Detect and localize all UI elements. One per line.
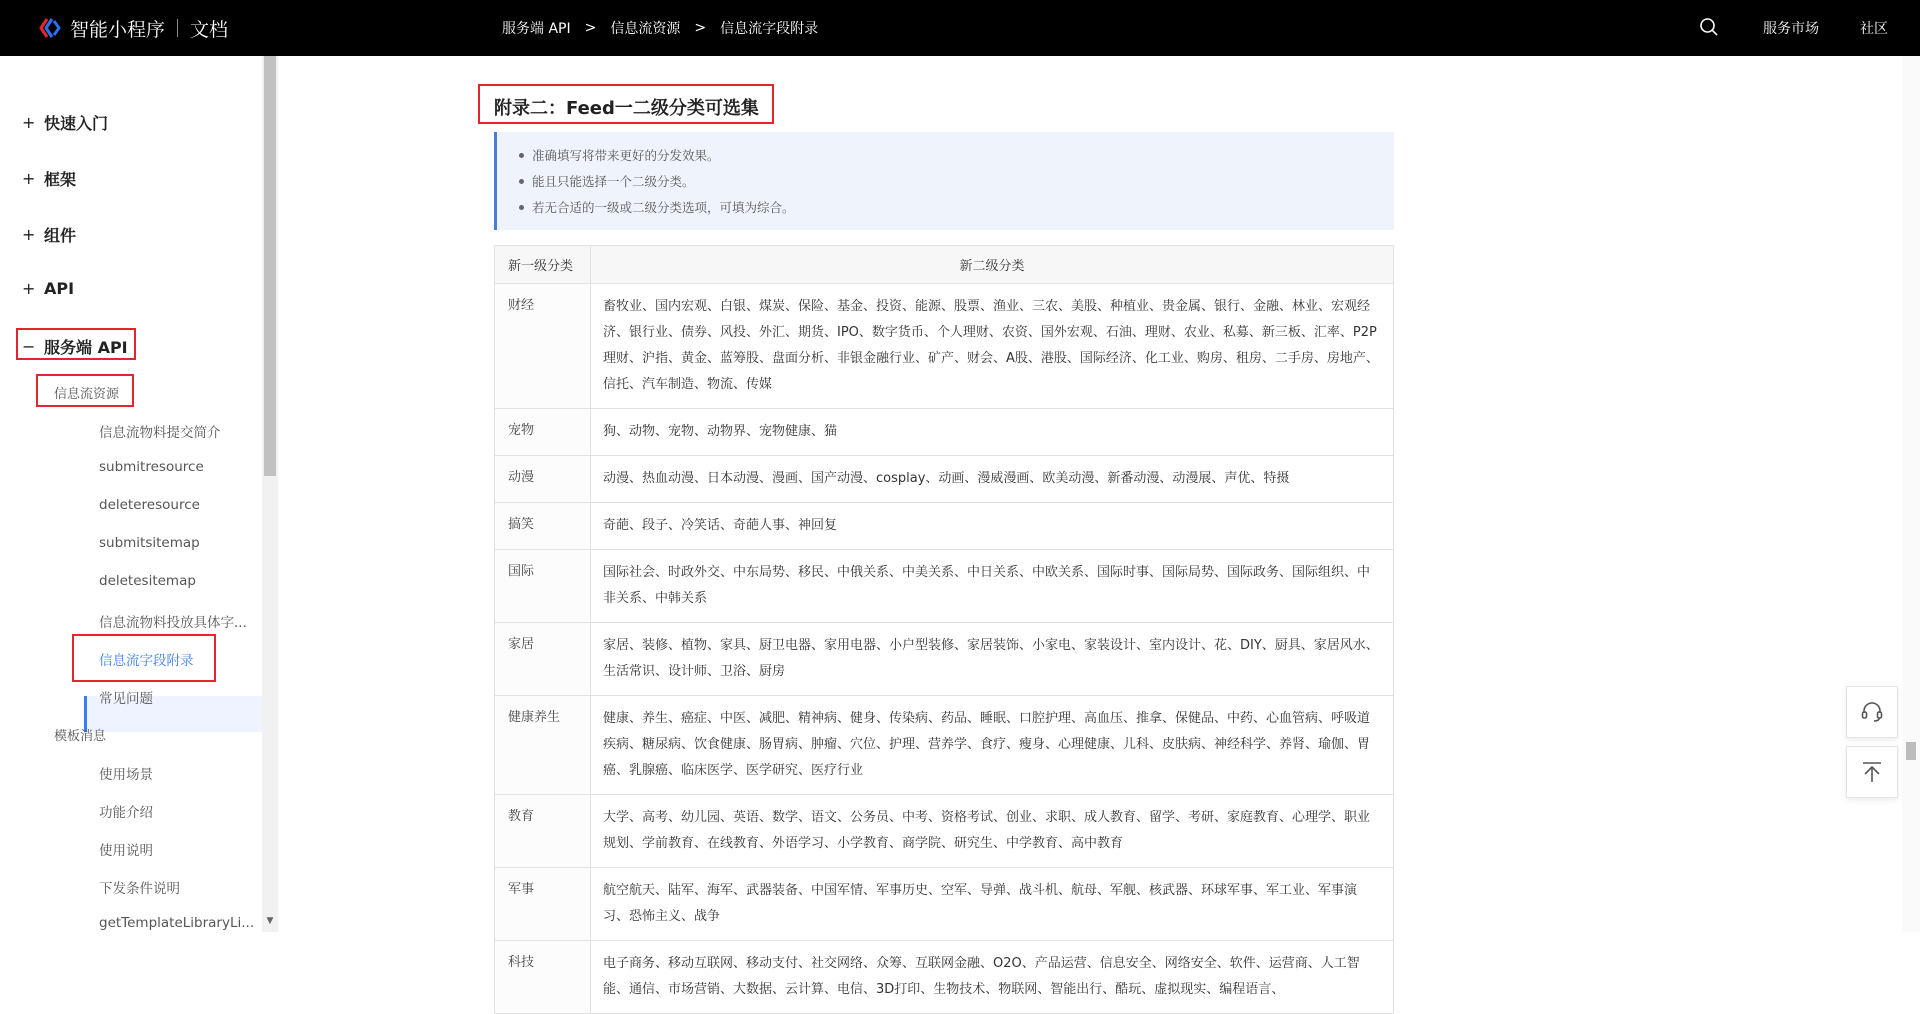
sidebar-item-label: 服务端 API xyxy=(44,338,128,357)
column-header: 新二级分类 xyxy=(591,246,1394,284)
bullet-icon xyxy=(519,153,524,158)
table-row xyxy=(495,795,1394,868)
sidebar-item[interactable]: 使用说明 xyxy=(99,843,153,859)
community-link[interactable]: 社区 xyxy=(1860,21,1888,37)
secondary-categories: 畜牧业、国内宏观、白银、煤炭、保险、基金、投资、能源、股票、渔业、三农、美股、种植业、贵金属、银行、金融、林业、宏观经济、银行业、债券、风投、外汇、期货、IPO、数字货币、个人理财、农资、国外宏观、石油、理财、农业、私募、新三板、汇率、P2P理财、沪指、黄金、蓝筹股、盘面分析、非银金融行业、矿产、财会、A股、港股、国际经济、化工业、购房、租房、二手房、房地产、信托、汽车制造、物流、传媒 xyxy=(591,284,1394,409)
sidebar-item-feed-resource[interactable]: 信息流资源 xyxy=(54,387,120,402)
tip-item xyxy=(519,172,695,190)
table-row xyxy=(495,868,1394,941)
brand-doc-label: 文档 xyxy=(190,18,229,41)
sidebar-item-template-message[interactable]: 模板消息 xyxy=(54,729,107,744)
sidebar xyxy=(0,56,278,932)
bullet-icon xyxy=(519,179,524,184)
sidebar-item[interactable]: submitresource xyxy=(99,459,204,475)
brand-name: 智能小程序 xyxy=(70,18,166,41)
sidebar-item[interactable]: 使用场景 xyxy=(99,767,153,783)
headset-icon xyxy=(1859,699,1885,725)
brand[interactable] xyxy=(38,14,228,42)
secondary-categories: 奇葩、段子、冷笑话、奇葩人事、神回复 xyxy=(591,503,1394,550)
main-content xyxy=(278,56,1902,997)
sidebar-item-quick-start[interactable] xyxy=(22,111,108,134)
secondary-categories: 健康、养生、癌症、中医、减肥、精神病、健身、传染病、药品、睡眠、口腔护理、高血压、推拿、保健品、中药、心血管病、呼吸道疾病、糖尿病、饮食健康、肠胃病、肿瘤、穴位、护理、营养学、食疗、瘦身、心理健康、儿科、皮肤病、神经科学、养肾、瑜伽、胃癌、乳腺癌、临床医学、医学研究、医疗行业 xyxy=(591,696,1394,795)
arrow-up-icon xyxy=(1859,759,1885,785)
breadcrumb-item[interactable]: 服务端 API xyxy=(502,21,571,37)
page-scrollbar-thumb[interactable] xyxy=(1906,742,1916,760)
sidebar-item-framework[interactable] xyxy=(22,167,76,190)
table-row xyxy=(495,696,1394,795)
sidebar-item-label: 组件 xyxy=(44,226,77,245)
tips-box xyxy=(494,132,1394,230)
category-table xyxy=(494,245,1394,1014)
sidebar-item[interactable]: 功能介绍 xyxy=(99,805,153,821)
brand-divider xyxy=(177,19,178,37)
highlight-box xyxy=(478,84,774,124)
page-title: 附录二：Feed一二级分类可选集 xyxy=(494,98,759,119)
page-scrollbar[interactable] xyxy=(1902,56,1920,932)
sidebar-item-label: API xyxy=(44,279,75,298)
search-icon[interactable] xyxy=(1699,17,1719,37)
secondary-categories: 动漫、热血动漫、日本动漫、漫画、国产动漫、cosplay、动画、漫威漫画、欧美动漫、新番动漫、动漫展、声优、特摄 xyxy=(591,456,1394,503)
tip-text: 准确填写将带来更好的分发效果。 xyxy=(532,148,720,163)
sidebar-item[interactable]: submitsitemap xyxy=(99,535,200,551)
highlight-box xyxy=(36,374,134,407)
tip-item xyxy=(519,146,720,164)
tip-text: 能且只能选择一个二级分类。 xyxy=(532,174,695,189)
sidebar-item[interactable]: getTemplateLibraryLi... xyxy=(99,915,255,931)
sidebar-item[interactable]: 常见问题 xyxy=(99,691,153,707)
table-row xyxy=(495,941,1394,1014)
breadcrumb-item[interactable]: 信息流资源 xyxy=(610,21,681,37)
bullet-icon xyxy=(519,205,524,210)
highlight-box xyxy=(72,634,216,682)
primary-category: 宠物 xyxy=(495,409,591,456)
expand-icon: + xyxy=(22,225,36,244)
sidebar-item[interactable]: 信息流物料投放具体字... xyxy=(99,615,247,631)
sidebar-item[interactable]: 下发条件说明 xyxy=(99,881,180,897)
sidebar-item-active[interactable]: 信息流字段附录 xyxy=(99,653,194,669)
secondary-categories: 电子商务、移动互联网、移动支付、社交网络、众筹、互联网金融、O2O、产品运营、信息安全、网络安全、软件、运营商、人工智能、通信、市场营销、大数据、云计算、电信、3D打印、生物技术、物联网、智能出行、酷玩、虚拟现实、编程语言、 xyxy=(591,941,1394,1014)
expand-icon: + xyxy=(22,113,36,132)
sidebar-scrollbar-thumb[interactable] xyxy=(264,56,276,476)
column-header: 新一级分类 xyxy=(495,246,591,284)
sidebar-item-api[interactable] xyxy=(22,279,74,298)
sidebar-item-label: 框架 xyxy=(44,170,77,189)
top-bar xyxy=(0,0,1920,56)
primary-category: 科技 xyxy=(495,941,591,1014)
breadcrumb-separator: > xyxy=(694,20,707,36)
expand-icon: + xyxy=(22,169,36,188)
table-row xyxy=(495,456,1394,503)
primary-category: 动漫 xyxy=(495,456,591,503)
primary-category: 家居 xyxy=(495,623,591,696)
service-market-link[interactable]: 服务市场 xyxy=(1763,21,1819,37)
brand-logo-icon xyxy=(38,16,62,40)
collapse-icon: − xyxy=(22,337,36,356)
table-row xyxy=(495,623,1394,696)
table-row xyxy=(495,503,1394,550)
sidebar-item[interactable]: deletesitemap xyxy=(99,573,196,589)
secondary-categories: 狗、动物、宠物、动物界、宠物健康、猫 xyxy=(591,409,1394,456)
sidebar-item-label: 快速入门 xyxy=(44,114,109,133)
secondary-categories: 家居、装修、植物、家具、厨卫电器、家用电器、小户型装修、家居装饰、小家电、家装设计、室内设计、花、DIY、厨具、家居风水、生活常识、设计师、卫浴、厨房 xyxy=(591,623,1394,696)
secondary-categories: 国际社会、时政外交、中东局势、移民、中俄关系、中美关系、中日关系、中欧关系、国际时事、国际局势、国际政务、国际组织、中非关系、中韩关系 xyxy=(591,550,1394,623)
table-row xyxy=(495,284,1394,409)
expand-icon: + xyxy=(22,279,36,298)
secondary-categories: 大学、高考、幼儿园、英语、数学、语文、公务员、中考、资格考试、创业、求职、成人教育、留学、考研、家庭教育、心理学、职业规划、学前教育、在线教育、外语学习、小学教育、商学院、研究生、中学教育、高中教育 xyxy=(591,795,1394,868)
customer-service-button[interactable] xyxy=(1846,686,1898,738)
primary-category: 国际 xyxy=(495,550,591,623)
primary-category: 健康养生 xyxy=(495,696,591,795)
primary-category: 军事 xyxy=(495,868,591,941)
secondary-categories: 航空航天、陆军、海军、武器装备、中国军情、军事历史、空军、导弹、战斗机、航母、军舰、核武器、环球军事、军工业、军事演习、恐怖主义、战争 xyxy=(591,868,1394,941)
back-to-top-button[interactable] xyxy=(1846,746,1898,798)
breadcrumb-item[interactable]: 信息流字段附录 xyxy=(720,21,819,37)
breadcrumb xyxy=(502,18,818,38)
table-header-row xyxy=(495,246,1394,284)
table-row xyxy=(495,409,1394,456)
primary-category: 财经 xyxy=(495,284,591,409)
table-row xyxy=(495,550,1394,623)
highlight-box xyxy=(16,328,136,360)
sidebar-item[interactable]: 信息流物料提交简介 xyxy=(99,425,221,441)
breadcrumb-separator: > xyxy=(584,20,597,36)
primary-category: 搞笑 xyxy=(495,503,591,550)
sidebar-item-components[interactable] xyxy=(22,223,76,246)
tip-text: 若无合适的一级或二级分类选项，可填为综合。 xyxy=(532,200,795,215)
sidebar-item[interactable]: deleteresource xyxy=(99,497,200,513)
primary-category: 教育 xyxy=(495,795,591,868)
scroll-down-arrow-icon[interactable]: ▼ xyxy=(266,916,274,926)
tip-item xyxy=(519,198,795,216)
